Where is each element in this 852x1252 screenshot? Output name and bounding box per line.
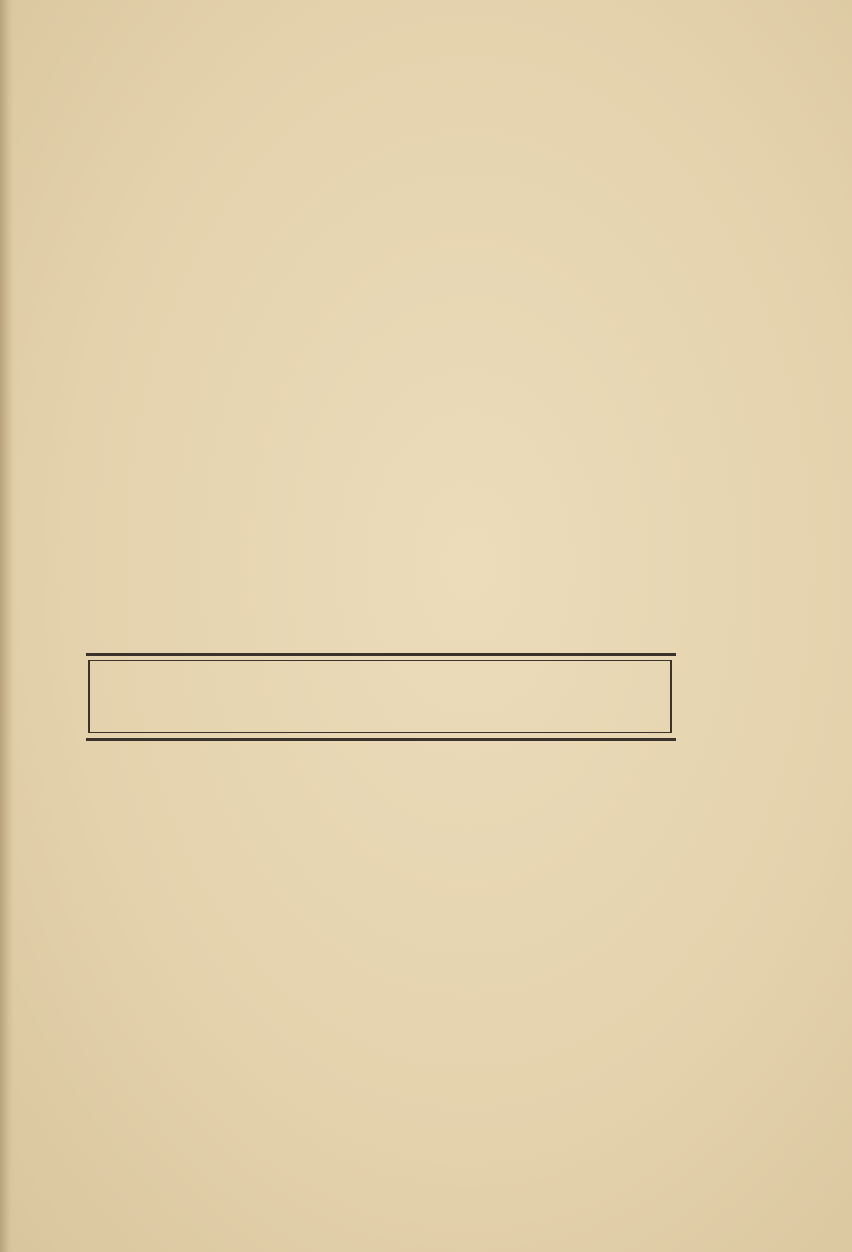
slogan-line xyxy=(110,712,658,735)
slogan-line xyxy=(110,690,658,713)
slogan-line xyxy=(110,667,658,690)
slogan-box-inner xyxy=(88,660,672,733)
slogan-box xyxy=(86,653,676,741)
page-gutter-shadow xyxy=(0,0,14,1252)
